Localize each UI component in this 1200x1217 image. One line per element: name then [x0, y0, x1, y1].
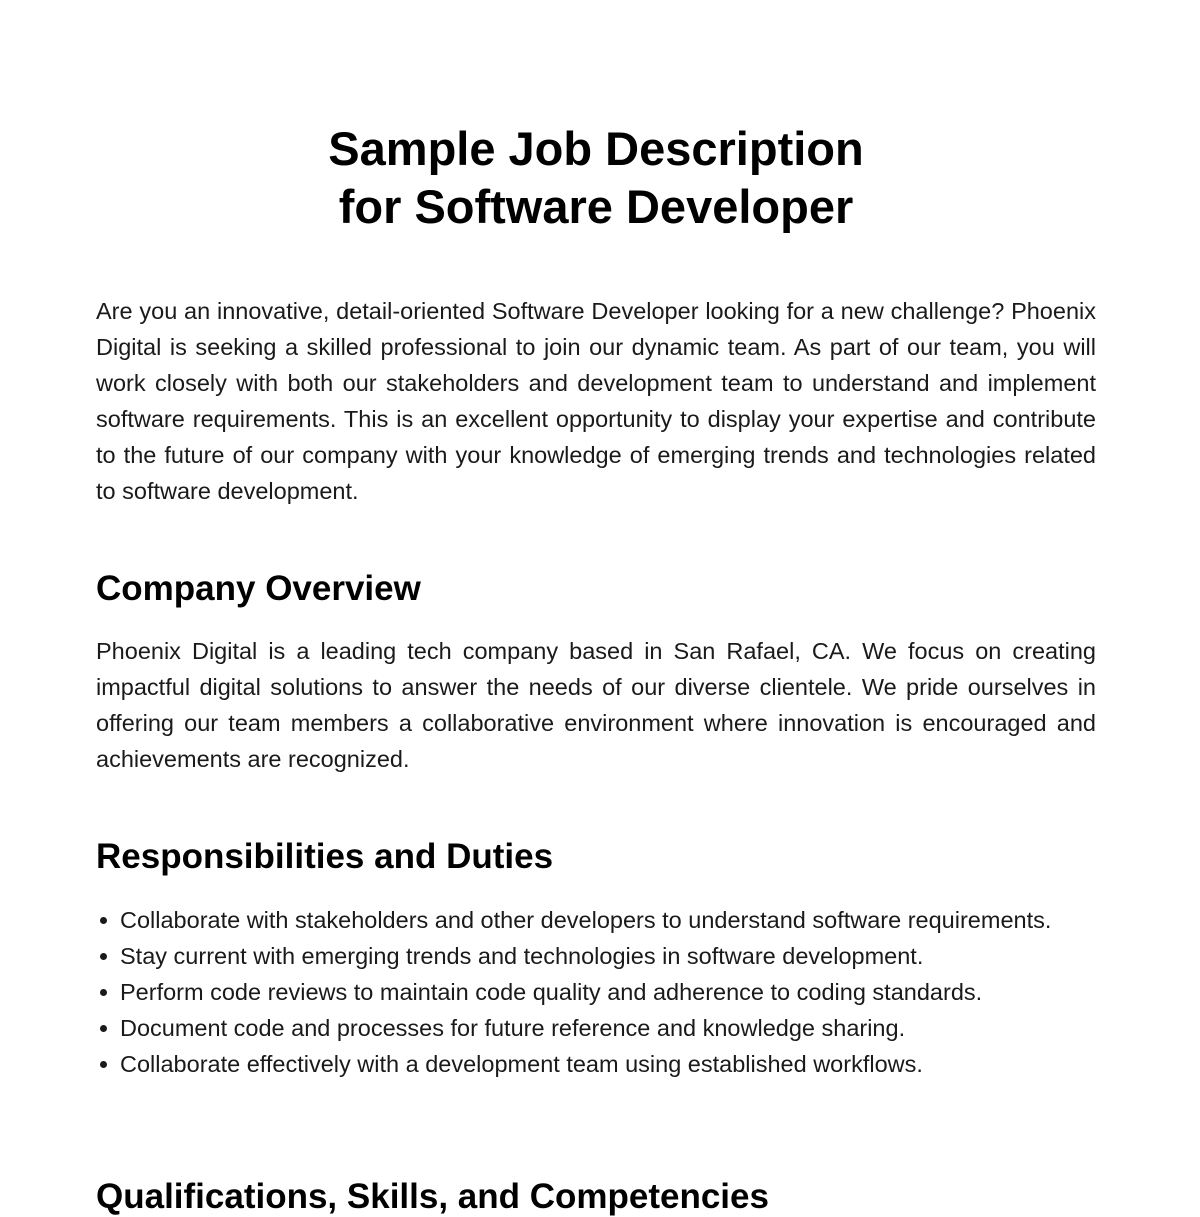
- list-item-text: Perform code reviews to maintain code quality and adherence to coding standards.: [120, 979, 983, 1005]
- company-overview-paragraph: Phoenix Digital is a leading tech company based in San Rafael, CA. We focus on creating impactful digital solutions to answer the needs of our diverse clientele. We pride ourselves in offering our team members a collaborative environment where innovation is encouraged and achievements are recognized.: [96, 638, 1096, 772]
- page-title-line-1: Sample Job Description: [328, 122, 864, 175]
- list-item-text: Collaborate effectively with a development team using established workflows.: [120, 1051, 923, 1077]
- bullet-icon: [100, 917, 107, 924]
- page-title-line-2: for Software Developer: [338, 180, 854, 233]
- responsibilities-list: [96, 902, 1072, 1082]
- list-item-text: Document code and processes for future reference and knowledge sharing.: [120, 1015, 906, 1041]
- intro-paragraph: Are you an innovative, detail-oriented Software Developer looking for a new challenge? Phoenix Digital is seeking a skilled professional to join our dynamic team. As part of our team, you will work closely with both our stakeholders and development team to understand and implement software requirements. This is an excellent opportunity to display your expertise and contribute to the future of our company with your knowledge of emerging trends and technologies related to software development.: [96, 298, 1096, 504]
- bullet-icon: [100, 989, 107, 996]
- bullet-icon: [100, 1025, 107, 1032]
- list-item: [96, 1046, 1072, 1082]
- list-item-text: Stay current with emerging trends and technologies in software development.: [120, 943, 924, 969]
- company-overview-heading: Company Overview: [96, 569, 421, 608]
- responsibilities-heading: Responsibilities and Duties: [96, 837, 554, 876]
- bullet-icon: [100, 1061, 107, 1068]
- list-item: [96, 1010, 1072, 1046]
- list-item-text: Collaborate with stakeholders and other developers to understand software requirements.: [120, 907, 1052, 933]
- page-title: [96, 120, 1096, 236]
- list-item: [96, 902, 1072, 938]
- bullet-icon: [100, 953, 107, 960]
- qualifications-heading: Qualifications, Skills, and Competencies: [96, 1177, 769, 1216]
- list-item: [96, 974, 1072, 1010]
- list-item: [96, 938, 1072, 974]
